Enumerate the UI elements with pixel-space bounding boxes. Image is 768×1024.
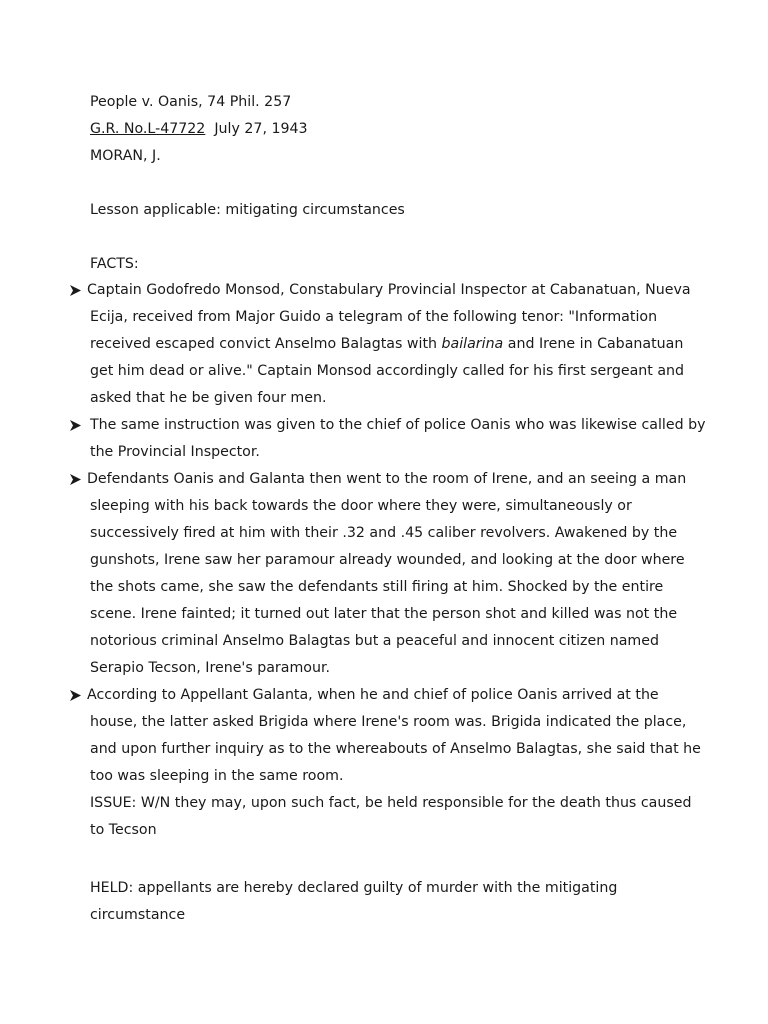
fact-line: too was sleeping in the same room.	[90, 768, 344, 784]
facts-list	[70, 277, 706, 844]
fact-line: gunshots, Irene saw her paramour already wounded, and looking at the door where	[90, 552, 685, 568]
fact-text: received escaped convict Anselmo Balagtas with	[90, 336, 442, 352]
fact-line: notorious criminal Anselmo Balagtas but a peaceful and innocent citizen named	[90, 633, 659, 649]
fact-text: and Irene in Cabanatuan	[503, 336, 684, 352]
fact-line: the Provincial Inspector.	[90, 444, 260, 460]
fact-line	[70, 331, 690, 358]
lesson-applicable: Lesson applicable: mitigating circumstances	[90, 202, 405, 218]
fact-item	[70, 466, 690, 493]
fact-line: Ecija, received from Major Guido a telegram of the following tenor: "Information	[90, 309, 658, 325]
fact-item	[70, 412, 706, 439]
arrowhead-bullet-icon	[70, 682, 84, 709]
fact-item	[70, 277, 690, 304]
fact-line: sleeping with his back towards the door where they were, simultaneously or	[90, 498, 632, 514]
issue-line: to Tecson	[90, 822, 157, 838]
fact-line: the shots came, she saw the defendants still firing at him. Shocked by the entire	[90, 579, 664, 595]
held-line: HELD: appellants are hereby declared guilty of murder with the mitigating	[90, 880, 618, 896]
gr-number: G.R. No.L-47722	[90, 121, 206, 137]
fact-line: The same instruction was given to the chief of police Oanis who was likewise called by	[90, 417, 706, 433]
fact-line: successively fired at him with their .32 and .45 caliber revolvers. Awakened by the	[90, 525, 678, 541]
fact-line: According to Appellant Galanta, when he and chief of police Oanis arrived at the	[87, 687, 659, 703]
fact-item	[70, 682, 690, 709]
case-number-line	[90, 119, 308, 139]
arrowhead-bullet-icon	[70, 412, 84, 439]
decision-date: July 27, 1943	[214, 121, 308, 137]
fact-line: get him dead or alive." Captain Monsod accordingly called for his first sergeant and	[90, 363, 685, 379]
fact-line: Captain Godofredo Monsod, Constabulary Provincial Inspector at Cabanatuan, Nueva	[87, 282, 691, 298]
fact-line: scene. Irene fainted; it turned out later that the person shot and killed was not the	[90, 606, 678, 622]
fact-line: Defendants Oanis and Galanta then went to the room of Irene, and an seeing a man	[87, 471, 687, 487]
case-citation: People v. Oanis, 74 Phil. 257	[90, 94, 292, 110]
arrowhead-bullet-icon	[70, 277, 84, 304]
arrowhead-bullet-icon	[70, 466, 84, 493]
ponente: MORAN, J.	[90, 148, 161, 164]
fact-line: and upon further inquiry as to the whereabouts of Anselmo Balagtas, she said that he	[90, 741, 701, 757]
held-line: circumstance	[90, 907, 186, 923]
issue-line: ISSUE: W/N they may, upon such fact, be held responsible for the death thus caused	[90, 795, 692, 811]
facts-heading: FACTS:	[90, 256, 139, 272]
fact-line: Serapio Tecson, Irene's paramour.	[90, 660, 330, 676]
italic-term: bailarina	[441, 336, 504, 352]
fact-line: asked that he be given four men.	[90, 390, 327, 406]
fact-line: house, the latter asked Brigida where Irene's room was. Brigida indicated the place,	[90, 714, 687, 730]
